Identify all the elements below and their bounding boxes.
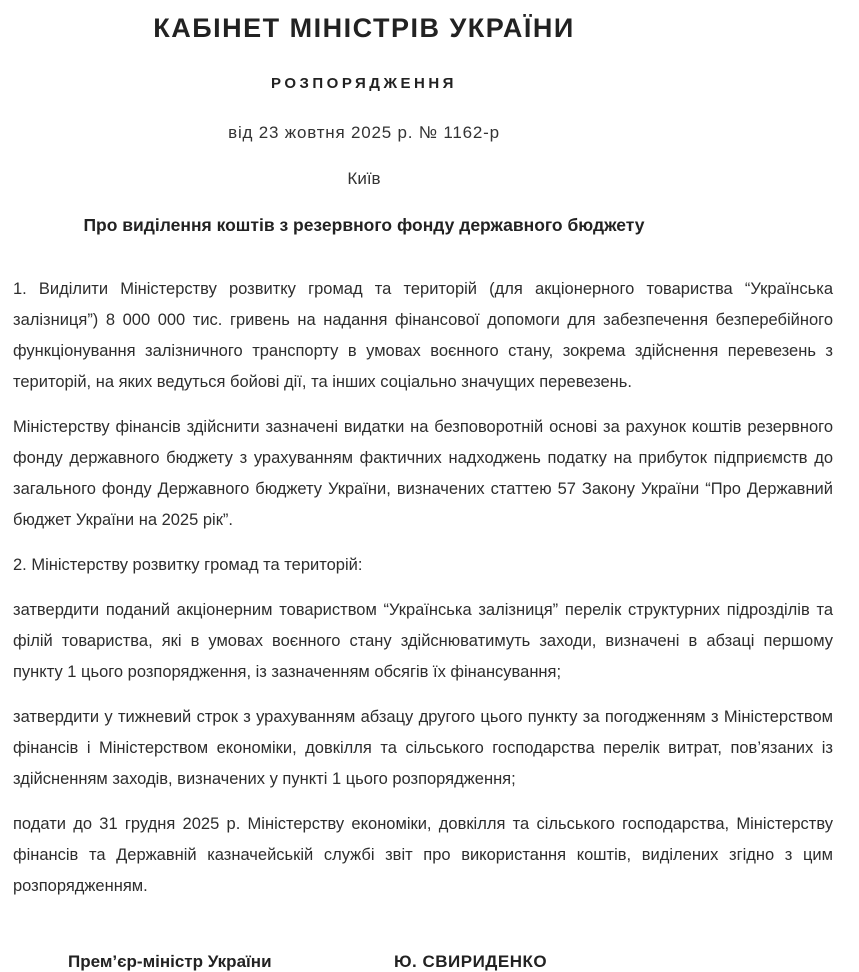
paragraph: 2. Міністерству розвитку громад та територій: <box>13 556 363 575</box>
paragraph: затвердити у тижневий строк з урахуванням абзацу другого цього пункту за погодженням з Міністерством фінансів і Міністерством економіки, довкілля та сільського господарства перелік витрат, пов’язаних із здійсненням заходів, визначених у пункті 1 цього розпорядження; <box>13 708 833 789</box>
paragraph: Міністерству фінансів здійснити зазначені видатки на безповоротній основі за рахунок коштів резервного фонду державного бюджету з урахуванням фактичних надходжень податку на прибуток підприємств до загального фонду Державного бюджету України, визначених статтею 57 Закону України “Про Державний бюджет України на 2025 рік”. <box>13 418 833 530</box>
signature-block <box>13 952 833 972</box>
document-type-title: РОЗПОРЯДЖЕННЯ <box>271 75 457 93</box>
date-and-number-line: від 23 жовтня 2025 р. № 1162-р <box>228 123 500 143</box>
subject-title: Про виділення коштів з резервного фонду державного бюджету <box>83 215 645 236</box>
signature-position: Прем’єр-міністр України <box>68 952 272 972</box>
paragraph: подати до 31 грудня 2025 р. Міністерству економіки, довкілля та сільського господарства, Міністерству фінансів та Державній казначейській службі звіт про використання коштів, виділених згідно з цим розпорядженням. <box>13 815 833 896</box>
place-of-issue: Київ <box>347 169 381 189</box>
paragraph: затвердити поданий акціонерним товариством “Українська залізниця” перелік структурних підрозділів та філій товариства, які в умовах воєнного стану здійснюватимуть заходи, визначені в абзаці першому пункту 1 цього розпорядження, із зазначенням обсягів їх фінансування; <box>13 601 833 682</box>
authority-title: КАБІНЕТ МІНІСТРІВ УКРАЇНИ <box>153 13 575 43</box>
paragraph: 1. Виділити Міністерству розвитку громад та територій (для акціонерного товариства “Українська залізниця”) 8 000 000 тис. гривень на надання фінансової допомоги для забезпечення безперебійного функціонування залізничного транспорту в умовах воєнного стану, зокрема здійснення перевезень з територій, на яких ведуться бойові дії, та інших соціально значущих перевезень. <box>13 280 833 392</box>
signature-name: Ю. СВИРИДЕНКО <box>394 952 548 972</box>
document-header <box>0 0 728 236</box>
document-body <box>0 236 859 972</box>
